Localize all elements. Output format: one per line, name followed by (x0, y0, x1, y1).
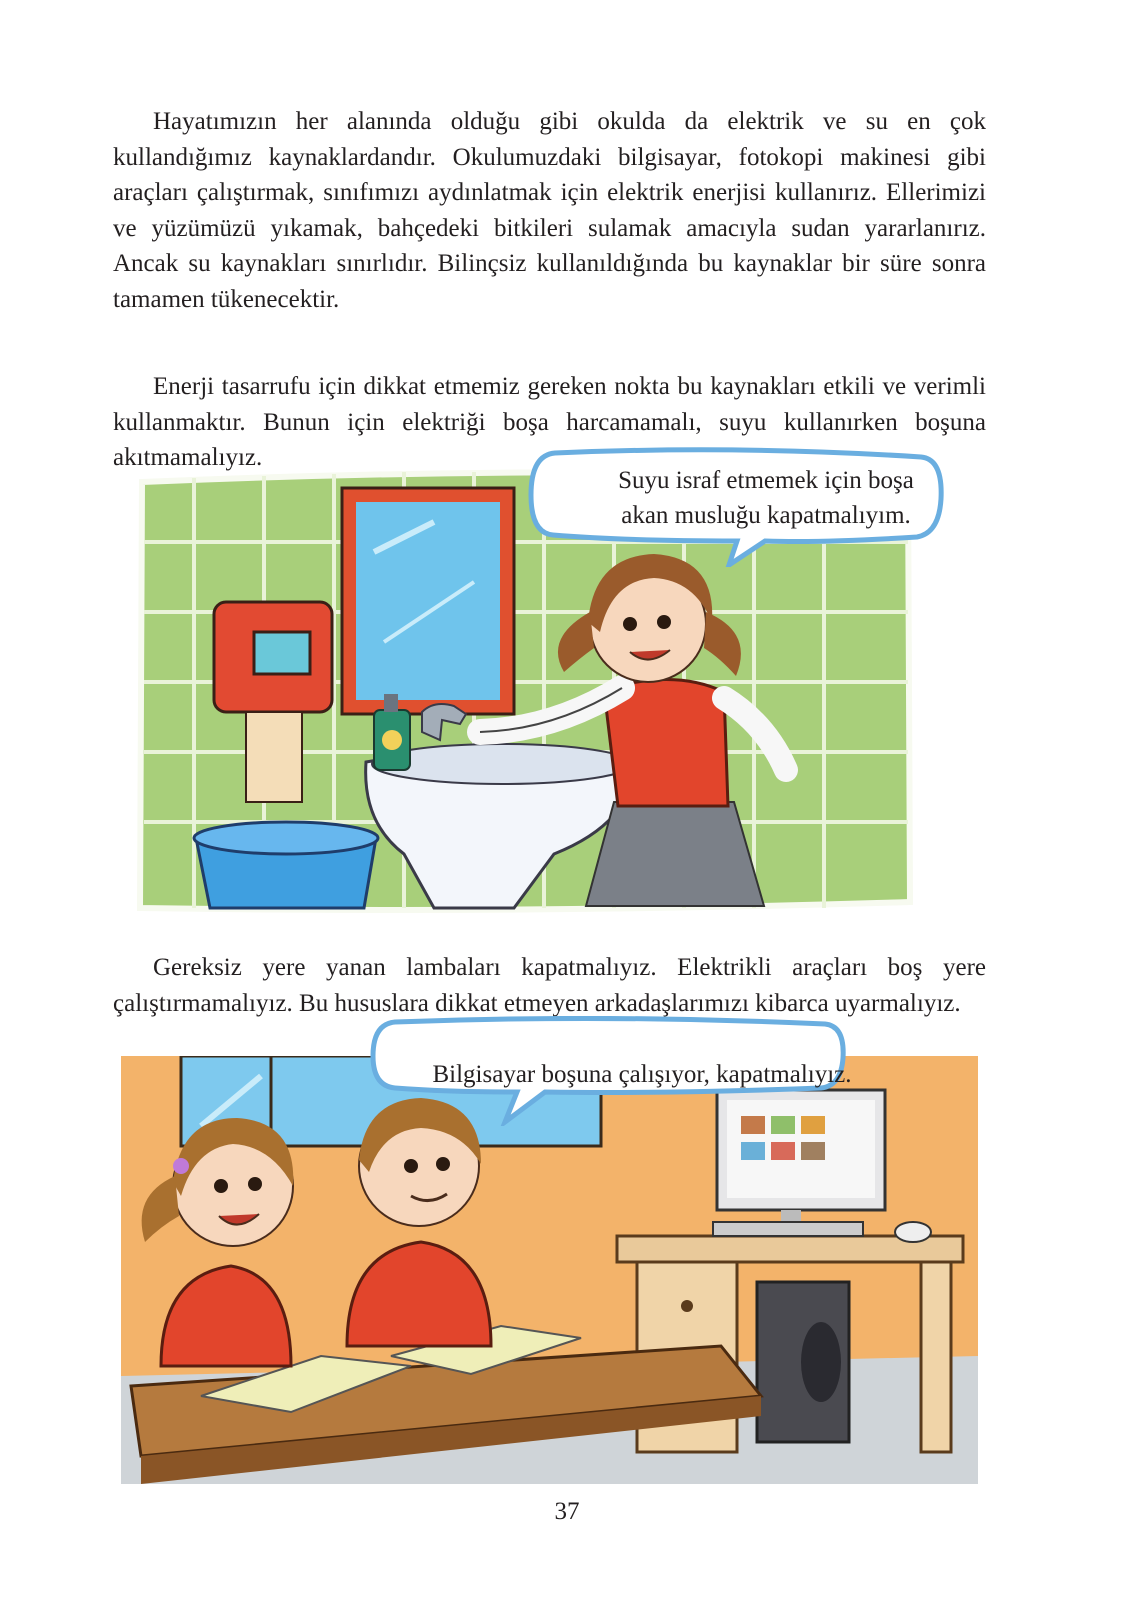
speech-text-2: Bilgisayar boşuna çalışıyor, kapatmalıyız. (432, 1061, 852, 1088)
page-number: 37 (554, 1498, 580, 1525)
paragraph-2: Enerji tasarrufu için dikkat etmemiz gereken nokta bu kaynakları etkili ve verimli kullanmaktır. Bunun için elektriği boşa harcamamalı, suyu kullanırken boşuna akıtmamalıyız. (113, 373, 986, 471)
mouse (895, 1222, 931, 1242)
mirror-glass (356, 502, 500, 700)
speech-line-1: Suyu israf etmemek için boşa (618, 467, 914, 494)
speech-text-1 (581, 463, 951, 533)
paragraph-3: Gereksiz yere yanan lambaları kapatmalıyız. Elektrikli araçları boş yere çalıştırmamalıyız. Bu hususlara dikkat etmeyen arkadaşlarımızı kibarca uyarmalıyız. (113, 954, 986, 1017)
toilet-paper (246, 712, 302, 802)
keyboard (713, 1222, 863, 1236)
paragraph-1: Hayatımızın her alanında olduğu gibi okulda da elektrik ve su en çok kullandığımız kaynaklardandır. Okulumuzdaki bilgisayar, fotokopi makinesi gibi araçları çalıştırmak, sınıfımızı aydınlatmak için elektrik enerjisi kullanırız. Ellerimizi ve yüzümüzü yıkamak, bahçedeki bitkileri sulamak amacıyla sudan yararlanırız. Ancak su kaynakları sınırlıdır. Bilinçsiz kullanıldığında bu kaynaklar bir süre sonra tamamen tükenecektir. (113, 108, 986, 313)
speech-line-2: akan musluğu kapatmalıyım. (621, 502, 911, 529)
